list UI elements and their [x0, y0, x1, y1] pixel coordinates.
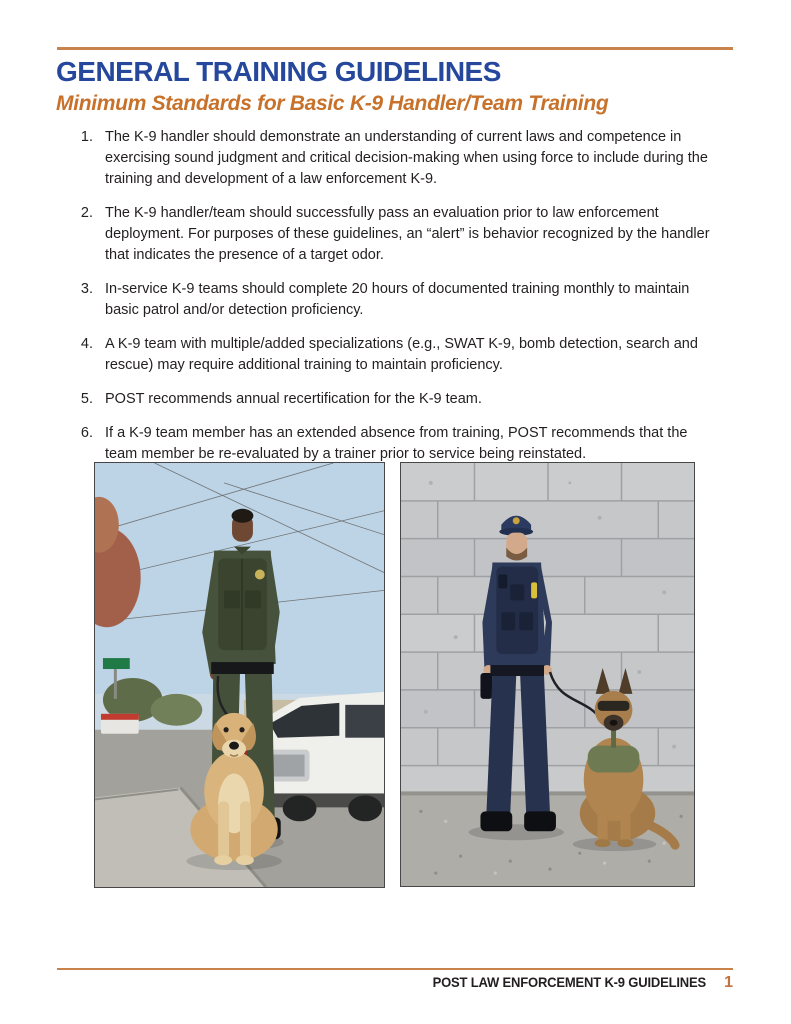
list-item: [57, 334, 733, 376]
footer: [412, 974, 733, 992]
page-title: GENERAL TRAINING GUIDELINES: [56, 56, 501, 87]
list-item-number: 1.: [80, 129, 93, 145]
list-item: [57, 127, 733, 190]
list-item: [57, 389, 733, 410]
list-item-text: The K-9 handler/team should successfully pass an evaluation prior to law enforcement deployment. For purposes of these guidelines, an “alert” is behavior recognized by the handler that indicates the presence of a target odor.: [105, 205, 710, 263]
list-item-text: The K-9 handler should demonstrate an understanding of current laws and competence in exercising sound judgment and critical decision-making when using force to include during the training and development of a law enforcement K-9.: [105, 129, 708, 187]
photo-k9-team-wall: [400, 462, 695, 887]
list-item-text: In-service K-9 teams should complete 20 hours of documented training monthly to maintain basic patrol and/or detection proficiency.: [105, 281, 690, 318]
list-item-number: 2.: [80, 205, 93, 221]
page-number: 1: [724, 974, 733, 991]
photo-wall-illustration: [401, 463, 694, 886]
photo-k9-team-street: [94, 462, 385, 888]
guidelines-list: [57, 127, 733, 478]
footer-document-title: POST LAW ENFORCEMENT K-9 GUIDELINES: [432, 974, 707, 990]
list-item-number: 3.: [80, 281, 93, 297]
page-subtitle: Minimum Standards for Basic K-9 Handler/Team Training: [56, 92, 609, 115]
list-item: [57, 203, 733, 266]
top-divider: [57, 47, 733, 50]
list-item-number: 6.: [80, 425, 93, 441]
list-item-number: 5.: [80, 391, 93, 407]
list-item-text: POST recommends annual recertification for the K-9 team.: [105, 391, 482, 407]
list-item: [57, 423, 733, 465]
photo-street-illustration: [95, 463, 384, 887]
list-item-number: 4.: [80, 336, 93, 352]
list-item: [57, 279, 733, 321]
list-item-text: A K-9 team with multiple/added specializations (e.g., SWAT K-9, bomb detection, search and rescue) may require additional training to maintain proficiency.: [105, 336, 698, 373]
footer-divider: [57, 968, 733, 970]
list-item-text: If a K-9 team member has an extended absence from training, POST recommends that the team member be re-evaluated by a trainer prior to service being reinstated.: [105, 425, 688, 462]
